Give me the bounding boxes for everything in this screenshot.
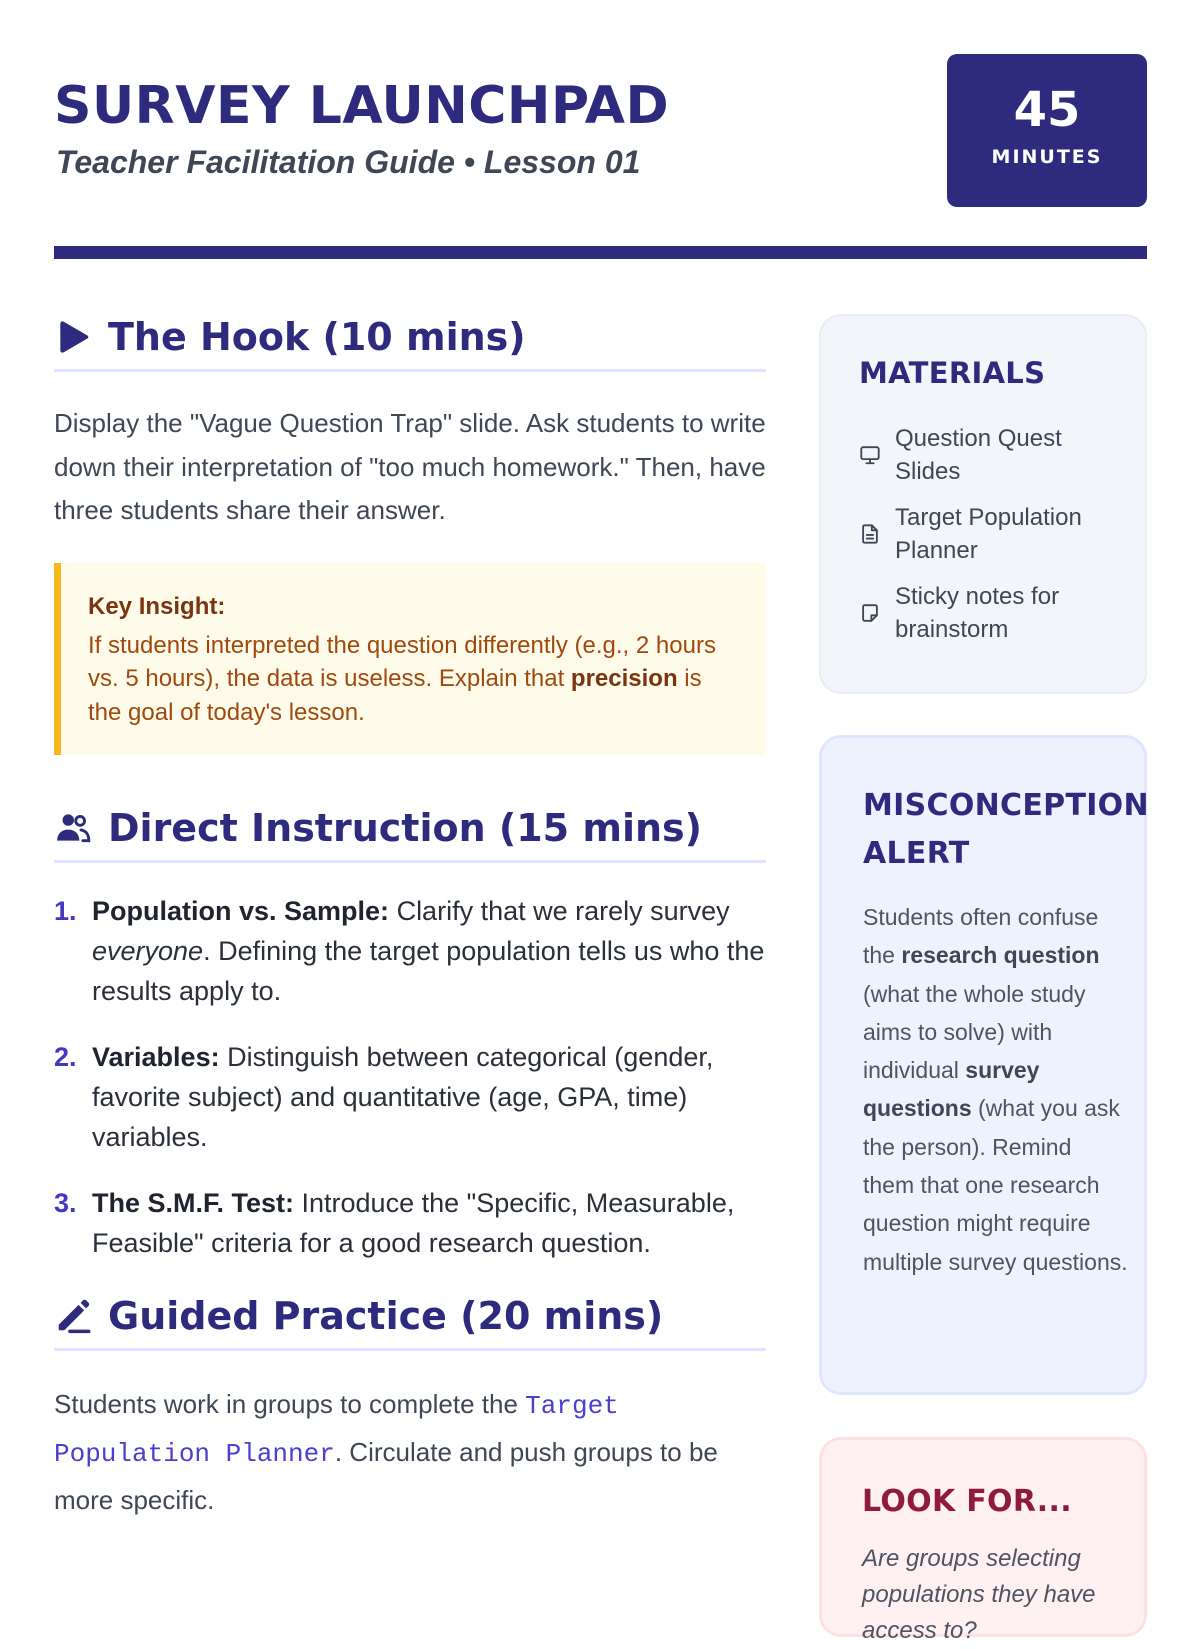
key-insight-title: Key Insight: bbox=[88, 592, 226, 620]
misconception-text bbox=[863, 898, 1128, 1281]
step-label: Variables: bbox=[92, 1042, 220, 1072]
gp-text-part: Students work in groups to complete the bbox=[54, 1389, 526, 1419]
step-text-part: Clarify that we rarely survey bbox=[389, 896, 730, 926]
step-text-part: . Defining the target population tells us who the results apply to. bbox=[92, 936, 765, 1006]
mis-text-part: (what the whole study aims to solve) with individual bbox=[863, 980, 1086, 1084]
step-number: 2. bbox=[54, 1042, 77, 1072]
planner-code-ref: Target Population Planner bbox=[54, 1391, 619, 1469]
header-divider bbox=[54, 246, 1147, 259]
pen-icon bbox=[54, 1297, 92, 1335]
play-icon bbox=[54, 318, 92, 356]
materials-item bbox=[859, 422, 1107, 488]
gp-text-part: . Circulate and push groups to be more specific. bbox=[54, 1437, 718, 1515]
materials-item bbox=[859, 501, 1107, 567]
instruction-step bbox=[54, 891, 766, 1011]
look-for-text: Are groups selecting populations they have access to? bbox=[862, 1545, 1096, 1644]
direct-instruction-heading: Direct Instruction (15 mins) bbox=[108, 805, 703, 850]
mis-bold-term: research question bbox=[901, 942, 1100, 969]
misconception-alert-card bbox=[819, 735, 1147, 1395]
direct-instruction-heading-row bbox=[54, 801, 766, 863]
step-label: The S.M.F. Test: bbox=[92, 1188, 295, 1218]
mis-bold-term: survey questions bbox=[863, 1057, 1040, 1122]
guided-practice-heading: Guided Practice (20 mins) bbox=[108, 1293, 664, 1338]
hook-section bbox=[54, 310, 766, 755]
key-insight-text bbox=[88, 629, 736, 730]
hook-heading: The Hook (10 mins) bbox=[108, 314, 526, 359]
duration-badge bbox=[947, 54, 1147, 207]
instruction-step bbox=[54, 1037, 766, 1157]
misconception-title: MISCONCEPTION ALERT bbox=[863, 788, 1149, 871]
page-subtitle: Teacher Facilitation Guide • Lesson 01 bbox=[56, 144, 641, 180]
insight-bold-term: precision bbox=[570, 665, 678, 692]
step-emphasis: everyone bbox=[92, 936, 204, 966]
materials-item-label: Target Population Planner bbox=[895, 504, 1082, 564]
main-column bbox=[54, 310, 766, 1523]
instruction-steps bbox=[54, 891, 766, 1263]
duration-value: 45 bbox=[1013, 82, 1081, 138]
look-for-title: LOOK FOR... bbox=[862, 1484, 1072, 1519]
materials-title: MATERIALS bbox=[859, 356, 1046, 390]
page-header bbox=[54, 54, 1147, 204]
step-label: Population vs. Sample: bbox=[92, 896, 390, 926]
materials-item-label: Sticky notes for brainstorm bbox=[895, 583, 1060, 643]
materials-list bbox=[859, 422, 1107, 646]
insight-text-part: If students interpreted the question differently (e.g., 2 hours vs. 5 hours), the data is useless. Explain that bbox=[88, 631, 716, 692]
document-icon bbox=[859, 523, 881, 545]
duration-unit: MINUTES bbox=[991, 146, 1103, 168]
step-text-part: Distinguish between categorical (gender, favorite subject) and quantitative (age, GPA, time) variables. bbox=[92, 1042, 714, 1152]
guided-practice-section bbox=[54, 1289, 766, 1523]
step-text bbox=[92, 891, 766, 1011]
sticky-note-icon bbox=[859, 602, 881, 624]
guided-practice-heading-row bbox=[54, 1289, 766, 1351]
step-text-part: Introduce the "Specific, Measurable, Feasible" criteria for a good research question. bbox=[92, 1188, 735, 1258]
step-text bbox=[92, 1037, 766, 1157]
mis-text-part: (what you ask the person). Remind them that one research question might require multiple survey questions. bbox=[863, 1095, 1128, 1275]
hook-paragraph: Display the "Vague Question Trap" slide. Ask students to write down their interpretation of "too much homework." Then, have three students share their answer. bbox=[54, 408, 766, 525]
monitor-icon bbox=[859, 444, 881, 466]
key-insight-callout bbox=[54, 563, 766, 756]
step-number: 1. bbox=[54, 896, 77, 926]
direct-instruction-section bbox=[54, 801, 766, 1263]
page-title: SURVEY LAUNCHPAD bbox=[54, 76, 670, 136]
instruction-step bbox=[54, 1183, 766, 1263]
mis-text-part: Students often confuse the bbox=[863, 904, 1099, 969]
step-number: 3. bbox=[54, 1188, 77, 1218]
materials-item bbox=[859, 580, 1107, 646]
users-icon bbox=[54, 809, 92, 847]
materials-item-label: Question Quest Slides bbox=[895, 425, 1062, 485]
materials-card bbox=[819, 314, 1147, 694]
hook-heading-row bbox=[54, 310, 766, 372]
insight-text-part: is the goal of today's lesson. bbox=[88, 665, 702, 726]
step-text bbox=[92, 1183, 766, 1263]
look-for-card bbox=[819, 1437, 1147, 1644]
guided-practice-paragraph bbox=[54, 1381, 766, 1523]
